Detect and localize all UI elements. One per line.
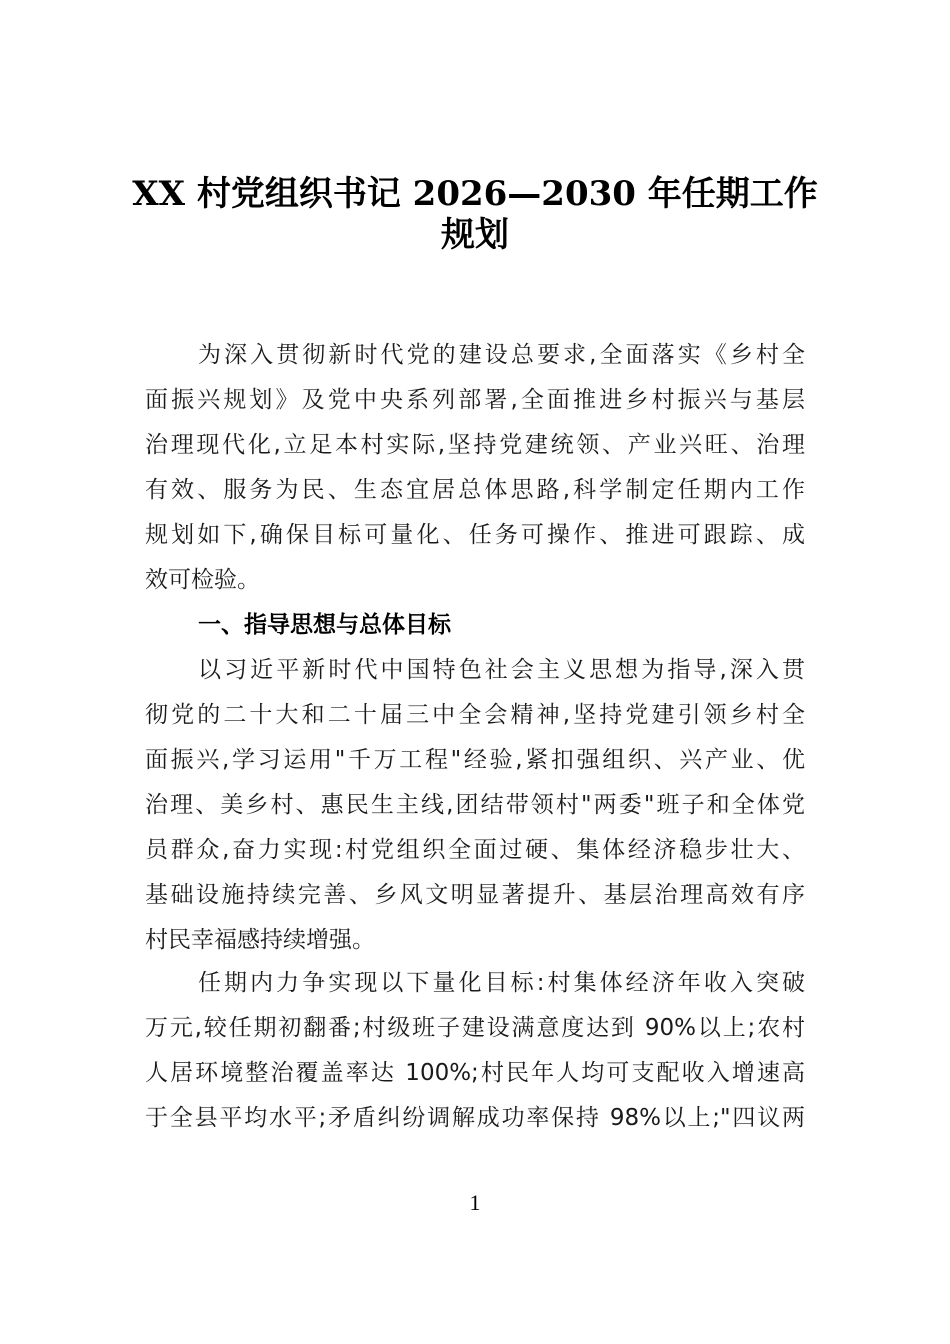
paragraph-line: 治理、美乡村、惠民生主线,团结带领村"两委"班子和全体党 (145, 792, 805, 818)
paragraph-line: 人居环境整治覆盖率达 100%;村民年人均可支配收入增速高 (145, 1060, 805, 1086)
paragraph-line: 员群众,奋力实现:村党组织全面过硬、集体经济稳步壮大、 (145, 837, 805, 863)
document-title-line-2: 规划 (441, 215, 509, 255)
paragraph-line: 面振兴,学习运用"千万工程"经验,紧扣强组织、兴产业、优 (145, 747, 805, 773)
paragraph-line: 彻党的二十大和二十届三中全会精神,坚持党建引领乡村全 (145, 702, 805, 728)
section-heading: 一、指导思想与总体目标 (198, 612, 451, 638)
page-number: 1 (469, 1190, 481, 1215)
paragraph-line: 治理现代化,立足本村实际,坚持党建统领、产业兴旺、治理 (145, 432, 805, 458)
paragraph-line: 村民幸福感持续增强。 (145, 927, 375, 953)
paragraph-line: 任期内力争实现以下量化目标:村集体经济年收入突破 (198, 970, 805, 996)
paragraph-line: 效可检验。 (145, 567, 260, 593)
paragraph-line: 基础设施持续完善、乡风文明显著提升、基层治理高效有序 (145, 882, 805, 908)
paragraph-line: 于全县平均水平;矛盾纠纷调解成功率保持 98%以上;"四议两 (145, 1105, 805, 1131)
paragraph-line: 万元,较任期初翻番;村级班子建设满意度达到 90%以上;农村 (145, 1015, 805, 1041)
paragraph-line: 面振兴规划》及党中央系列部署,全面推进乡村振兴与基层 (145, 387, 805, 413)
paragraph-line: 为深入贯彻新时代党的建设总要求,全面落实《乡村全 (198, 342, 805, 368)
paragraph-line: 以习近平新时代中国特色社会主义思想为指导,深入贯 (198, 657, 805, 683)
paragraph-line: 规划如下,确保目标可量化、任务可操作、推进可跟踪、成 (145, 522, 805, 548)
document-title-line-1: XX 村党组织书记 2026—2030 年任期工作 (132, 174, 818, 214)
paragraph-line: 有效、服务为民、生态宜居总体思路,科学制定任期内工作 (145, 477, 805, 503)
